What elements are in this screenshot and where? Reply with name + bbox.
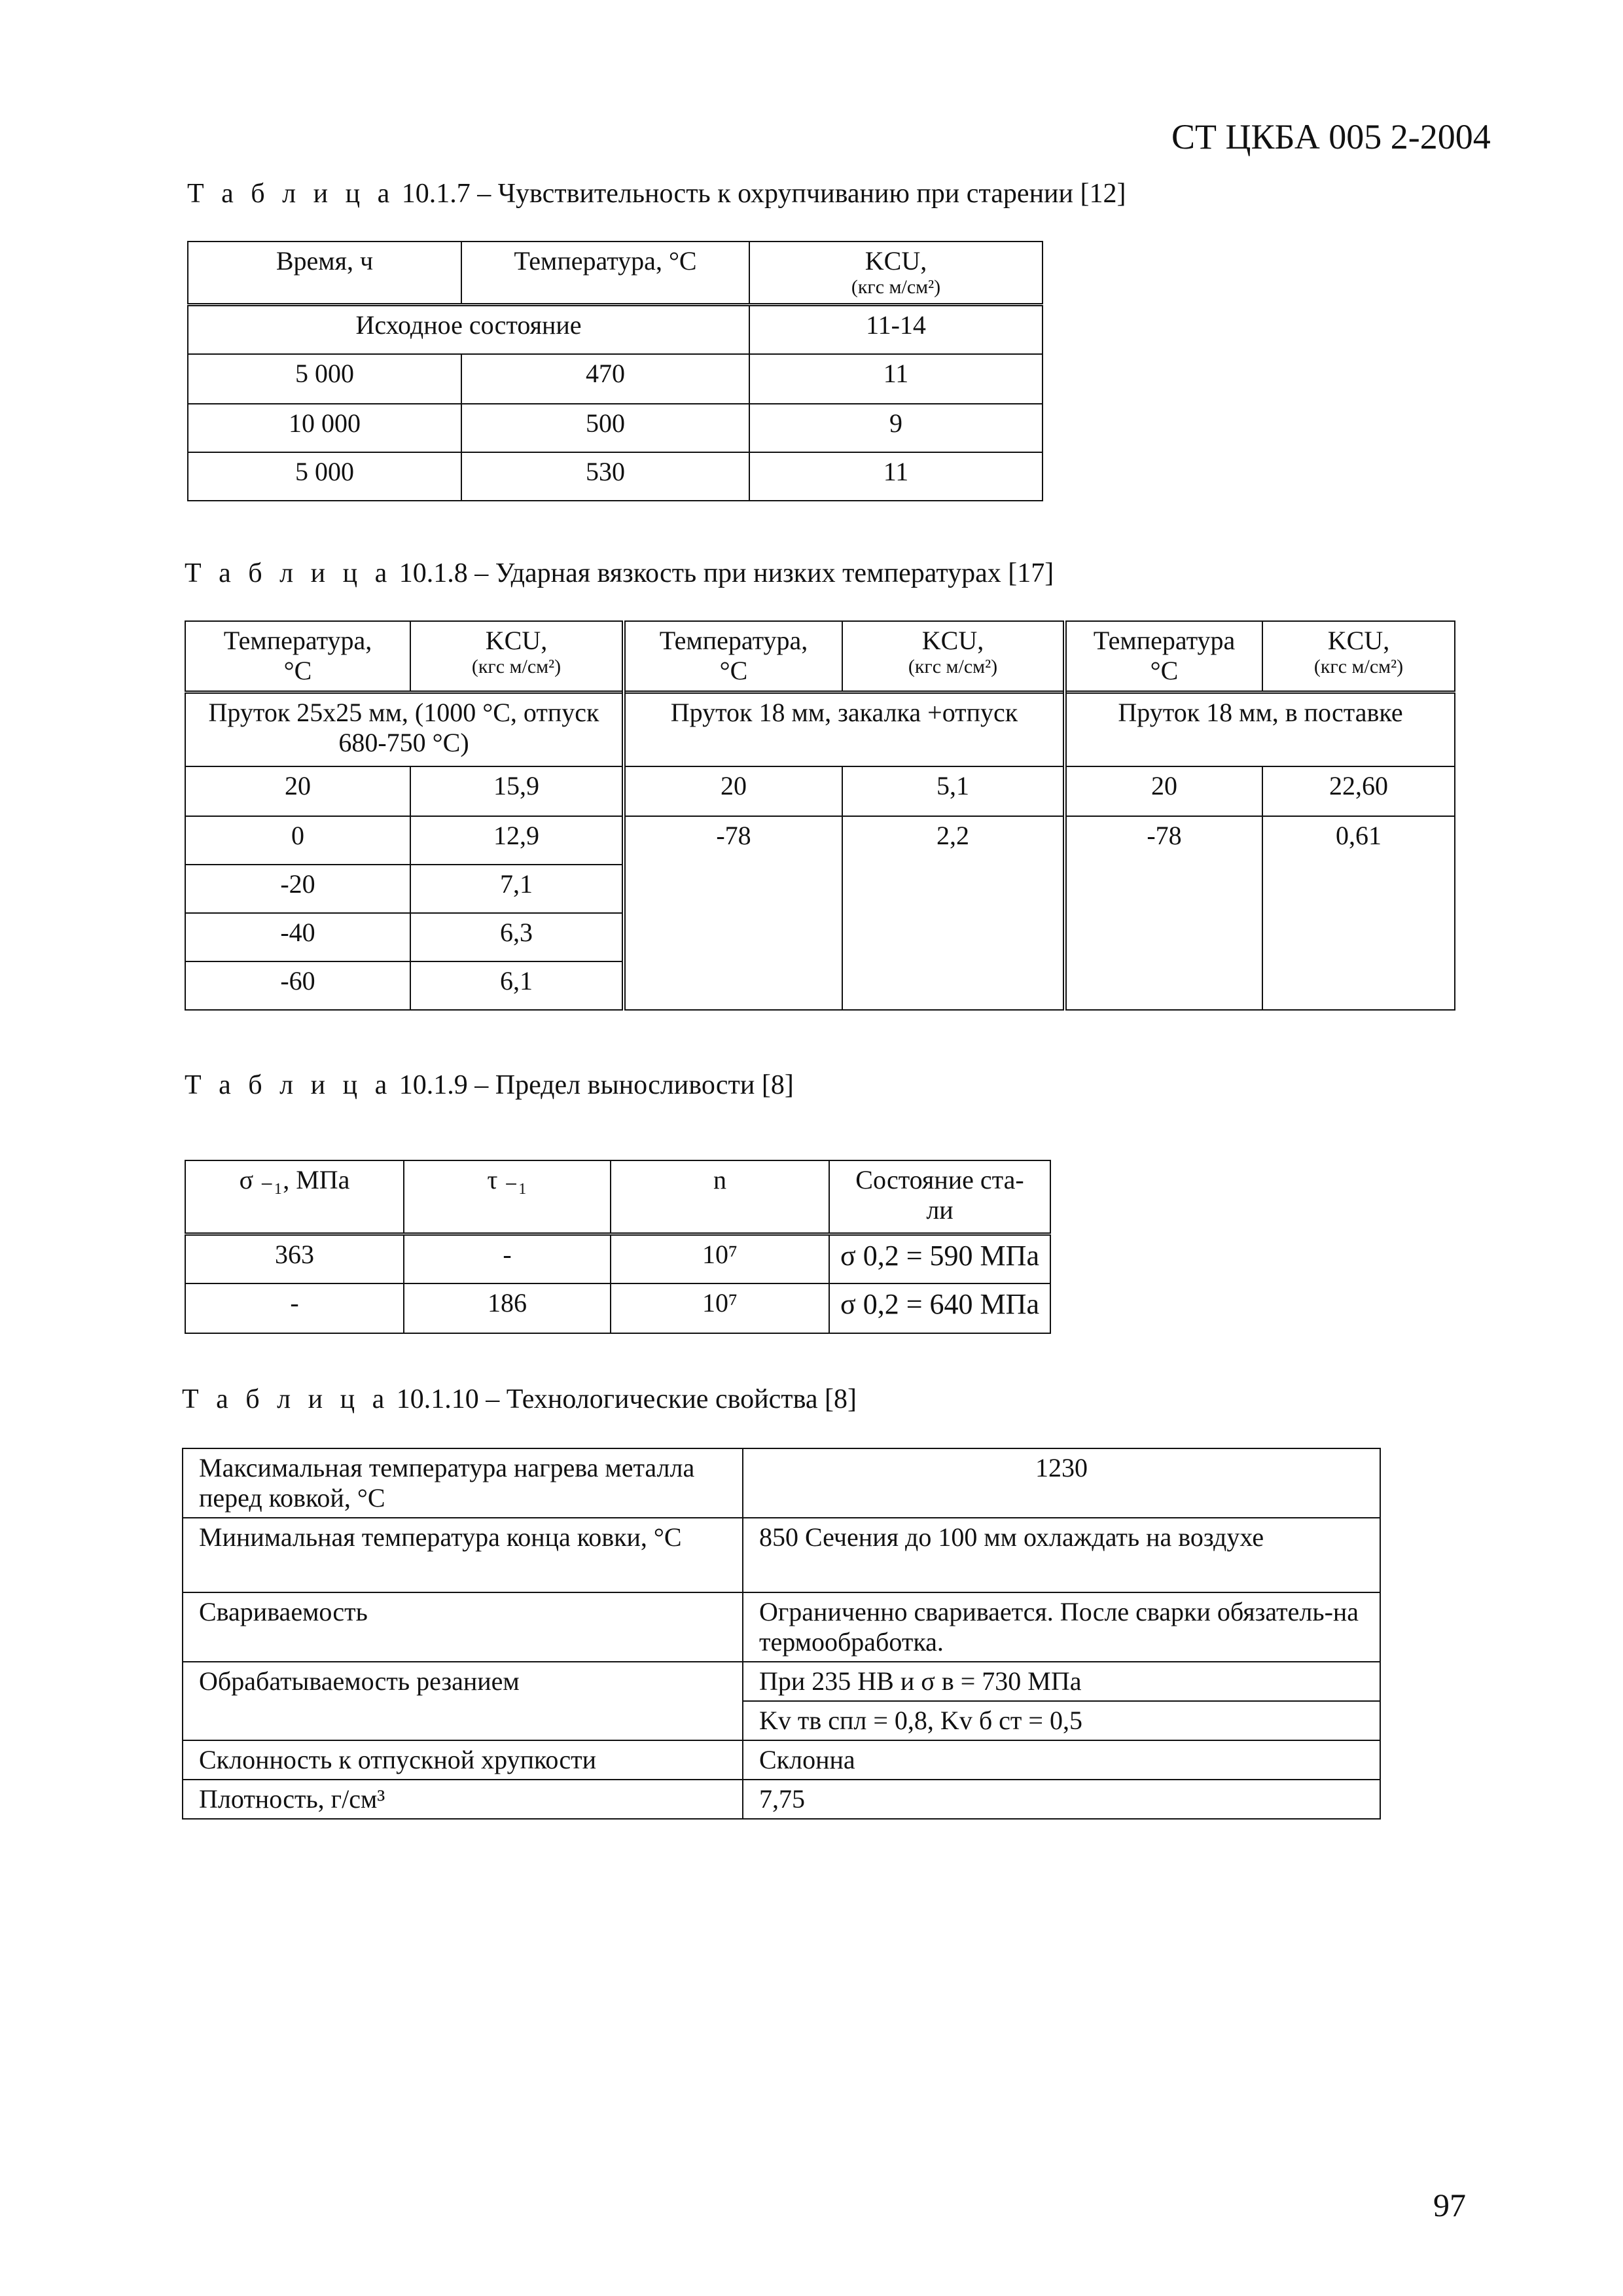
cell: 186 (404, 1283, 611, 1333)
document-code: СТ ЦКБА 005 2-2004 (1171, 117, 1491, 156)
header-steel-state (829, 1160, 1050, 1234)
cell: σ 0,2 = 640 МПа (829, 1283, 1050, 1333)
cell: 7,1 (410, 865, 624, 913)
cell-temperature: 530 (461, 452, 749, 501)
property-value: 7,75 (743, 1780, 1380, 1819)
cell-temperature: 470 (461, 354, 749, 404)
caption-text: 10.1.10 – Технологические свойства [8] (396, 1384, 857, 1414)
header-temperature (1065, 621, 1262, 692)
cell: σ 0,2 = 590 МПа (829, 1234, 1050, 1283)
table-row (183, 1780, 1380, 1819)
caption-prefix: Т а б л и ц а (185, 558, 393, 588)
header-kcu (1262, 621, 1455, 692)
group-bar-18-quenched: Пруток 18 мм, закалка +отпуск (624, 692, 1065, 766)
header-label: Температура (1093, 626, 1236, 655)
header-label: KCU, (1327, 626, 1390, 655)
caption-text: 10.1.7 – Чувствительность к охрупчиванию при старении [12] (401, 179, 1126, 209)
header-kcu (749, 242, 1043, 304)
cell: -60 (185, 961, 410, 1010)
property-label: Свариваемость (183, 1592, 743, 1662)
kcu-label: KCU, (865, 246, 927, 276)
header-unit: °С (283, 656, 312, 685)
table-caption-10-1-8 (185, 558, 1054, 589)
cell: 6,3 (410, 913, 624, 961)
table-row (188, 354, 1043, 404)
header-unit: (кгс м/см²) (471, 656, 562, 677)
cell: 0 (185, 816, 410, 865)
property-label: Минимальная температура конца ковки, °С (183, 1518, 743, 1592)
cell: 10⁷ (611, 1283, 829, 1333)
header-label: KCU, (921, 626, 984, 655)
header-label: Температура, (659, 626, 808, 655)
table-header-row (185, 1160, 1050, 1234)
cell: 5,1 (842, 766, 1065, 816)
cell: 2,2 (842, 816, 1065, 1010)
header-tau: τ ₋₁ (404, 1160, 611, 1234)
property-label: Максимальная температура нагрева металла перед ковкой, °С (183, 1448, 743, 1518)
property-value: Kv тв спл = 0,8, Kv б ст = 0,5 (743, 1701, 1380, 1740)
table-caption-10-1-10 (182, 1384, 857, 1415)
cell: -78 (624, 816, 842, 1010)
table-endurance-limit (185, 1160, 1051, 1334)
cell-time: 10 000 (188, 404, 461, 452)
group-bar-25: Пруток 25х25 мм, (1000 °С, отпуск 680-750 °С) (185, 692, 624, 766)
header-unit: (кгс м/см²) (1313, 656, 1404, 677)
header-unit: °С (719, 656, 748, 685)
property-value: Склонна (743, 1740, 1380, 1780)
property-value: 1230 (743, 1448, 1380, 1518)
table-caption-10-1-7 (187, 178, 1126, 209)
initial-state-label: Исходное состояние (188, 304, 749, 354)
cell: -78 (1065, 816, 1262, 1010)
caption-prefix: Т а б л и ц а (182, 1384, 390, 1414)
caption-prefix: Т а б л и ц а (187, 179, 395, 209)
header-cycles: n (611, 1160, 829, 1234)
header-kcu (410, 621, 624, 692)
header-temperature (185, 621, 410, 692)
table-row (183, 1662, 1380, 1701)
table-embrittlement (187, 241, 1043, 501)
cell-time: 5 000 (188, 354, 461, 404)
cell: -20 (185, 865, 410, 913)
cell-temperature: 500 (461, 404, 749, 452)
header-sigma: σ ₋₁, МПа (185, 1160, 404, 1234)
cell: -40 (185, 913, 410, 961)
table-row (183, 1740, 1380, 1780)
initial-state-value: 11-14 (749, 304, 1043, 354)
cell: - (185, 1283, 404, 1333)
table-row (188, 304, 1043, 354)
property-value: При 235 НВ и σ в = 730 МПа (743, 1662, 1380, 1701)
cell: - (404, 1234, 611, 1283)
cell: 12,9 (410, 816, 624, 865)
cell: 20 (1065, 766, 1262, 816)
table-caption-10-1-9 (185, 1069, 794, 1101)
table-header-row (185, 621, 1455, 692)
header-label: KCU, (485, 626, 548, 655)
caption-prefix: Т а б л и ц а (185, 1070, 393, 1100)
table-row (185, 816, 1455, 865)
header-label: Температура, (223, 626, 372, 655)
cell: 10⁷ (611, 1234, 829, 1283)
cell-kcu: 11 (749, 452, 1043, 501)
property-value: 850 Сечения до 100 мм охлаждать на воздухе (743, 1518, 1380, 1592)
cell: 363 (185, 1234, 404, 1283)
property-value: Ограниченно сваривается. После сварки обязатель-на термообработка. (743, 1592, 1380, 1662)
header-time: Время, ч (188, 242, 461, 304)
header-kcu (842, 621, 1065, 692)
header-label: Состояние ста- (855, 1165, 1024, 1194)
cell: 20 (185, 766, 410, 816)
table-row (185, 1283, 1050, 1333)
cell: 6,1 (410, 961, 624, 1010)
property-label: Обрабатываемость резанием (183, 1662, 743, 1740)
header-temperature (624, 621, 842, 692)
page-number: 97 (1433, 2187, 1466, 2223)
table-row (183, 1592, 1380, 1662)
cell: 15,9 (410, 766, 624, 816)
cell: 0,61 (1262, 816, 1455, 1010)
property-label: Плотность, г/см³ (183, 1780, 743, 1819)
cell-kcu: 9 (749, 404, 1043, 452)
property-label: Склонность к отпускной хрупкости (183, 1740, 743, 1780)
cell-time: 5 000 (188, 452, 461, 501)
table-impact-toughness (185, 620, 1455, 1011)
header-temperature: Температура, °С (461, 242, 749, 304)
table-row (185, 1234, 1050, 1283)
header-unit: (кгс м/см²) (908, 656, 998, 677)
table-group-row (185, 692, 1455, 766)
group-bar-18-delivered: Пруток 18 мм, в поставке (1065, 692, 1455, 766)
table-row (183, 1448, 1380, 1518)
kcu-unit: (кгс м/см²) (851, 276, 941, 298)
table-technological-properties (182, 1448, 1381, 1820)
caption-text: 10.1.8 – Ударная вязкость при низких температурах [17] (399, 558, 1054, 588)
caption-text: 10.1.9 – Предел выносливости [8] (399, 1070, 794, 1100)
header-unit: °С (1150, 656, 1179, 685)
table-row (188, 404, 1043, 452)
cell-kcu: 11 (749, 354, 1043, 404)
table-row (185, 766, 1455, 816)
table-row (183, 1518, 1380, 1592)
cell: 22,60 (1262, 766, 1455, 816)
table-header-row (188, 242, 1043, 304)
cell: 20 (624, 766, 842, 816)
header-label-cont: ли (926, 1195, 954, 1225)
table-row (188, 452, 1043, 501)
